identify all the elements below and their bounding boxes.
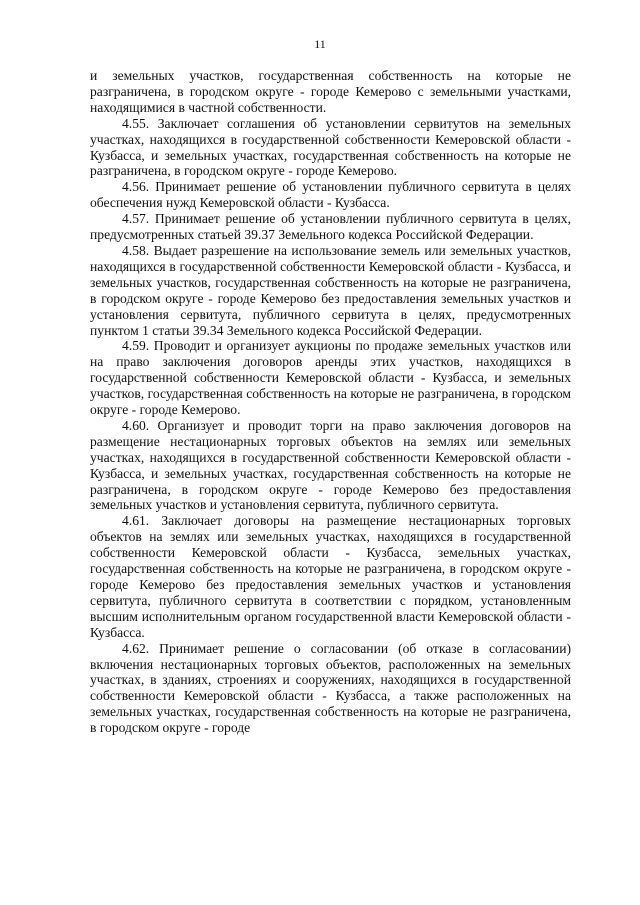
paragraph-4-56: 4.56. Принимает решение об установлении публичного сервитута в целях обеспечения нужд Кемеровской области - Кузбасса. xyxy=(90,179,571,211)
document-body xyxy=(90,68,571,736)
paragraph-4-59: 4.59. Проводит и организует аукционы по продаже земельных участков или на право заключения договоров аренды этих участков, находящихся в государственной собственности Кемеровской области - Кузбасса, и земельных участков, государственная собственность на которые не разграничена, в городском округе - городе Кемерово. xyxy=(90,338,571,418)
paragraph-4-62: 4.62. Принимает решение о согласовании (об отказе в согласовании) включения нестационарных торговых объектов, расположенных на земельных участках, в зданиях, строениях и сооружениях, находящихся в государственной собственности Кемеровской области - Кузбасса, а также расположенных на земельных участках, государственная собственность на которые не разграничена, в городском округе - городе xyxy=(90,640,571,736)
paragraph-4-55: 4.55. Заключает соглашения об установлении сервитутов на земельных участках, находящихся в государственной собственности Кемеровской области - Кузбасса, и земельных участках, государственная собственность на которые не разграничена, в городском округе - городе Кемерово. xyxy=(90,115,571,179)
paragraph-4-61: 4.61. Заключает договоры на размещение нестационарных торговых объектов на землях или земельных участках, находящихся в государственной собственности Кемеровской области - Кузбасса, земельных участках, государственная собственность на которые не разграничена, в городском округе - городе Кемерово без предоставления земельных участков и установления сервитута, публичного сервитута в соответствии с порядком, установленным высшим исполнительным органом государственной власти Кемеровской области - Кузбасса. xyxy=(90,513,571,640)
paragraph-4-60: 4.60. Организует и проводит торги на право заключения договоров на размещение нестационарных торговых объектов на землях или земельных участках, находящихся в государственной собственности Кемеровской области - Кузбасса, и земельных участках, государственная собственность на которые не разграничена, в городском округе - городе Кемерово без предоставления земельных участков и установления сервитута, публичного сервитута. xyxy=(90,417,571,513)
paragraph-continuation: и земельных участков, государственная собственность на которые не разграничена, в городском округе - городе Кемерово с земельными участками, находящимися в частной собственности. xyxy=(90,68,571,115)
paragraph-4-58: 4.58. Выдает разрешение на использование земель или земельных участков, находящихся в государственной собственности Кемеровской области - Кузбасса, и земельных участков, государственная собственность на которые не разграничена, в городском округе - городе Кемерово без предоставления земельных участков и установления сервитута, публичного сервитута в целях, предусмотренных пунктом 1 статьи 39.34 Земельного кодекса Российской Федерации. xyxy=(90,242,571,338)
page-number: 11 xyxy=(314,37,326,51)
paragraph-4-57: 4.57. Принимает решение об установлении публичного сервитута в целях, предусмотренных статьей 39.37 Земельного кодекса Российской Федерации. xyxy=(90,211,571,243)
